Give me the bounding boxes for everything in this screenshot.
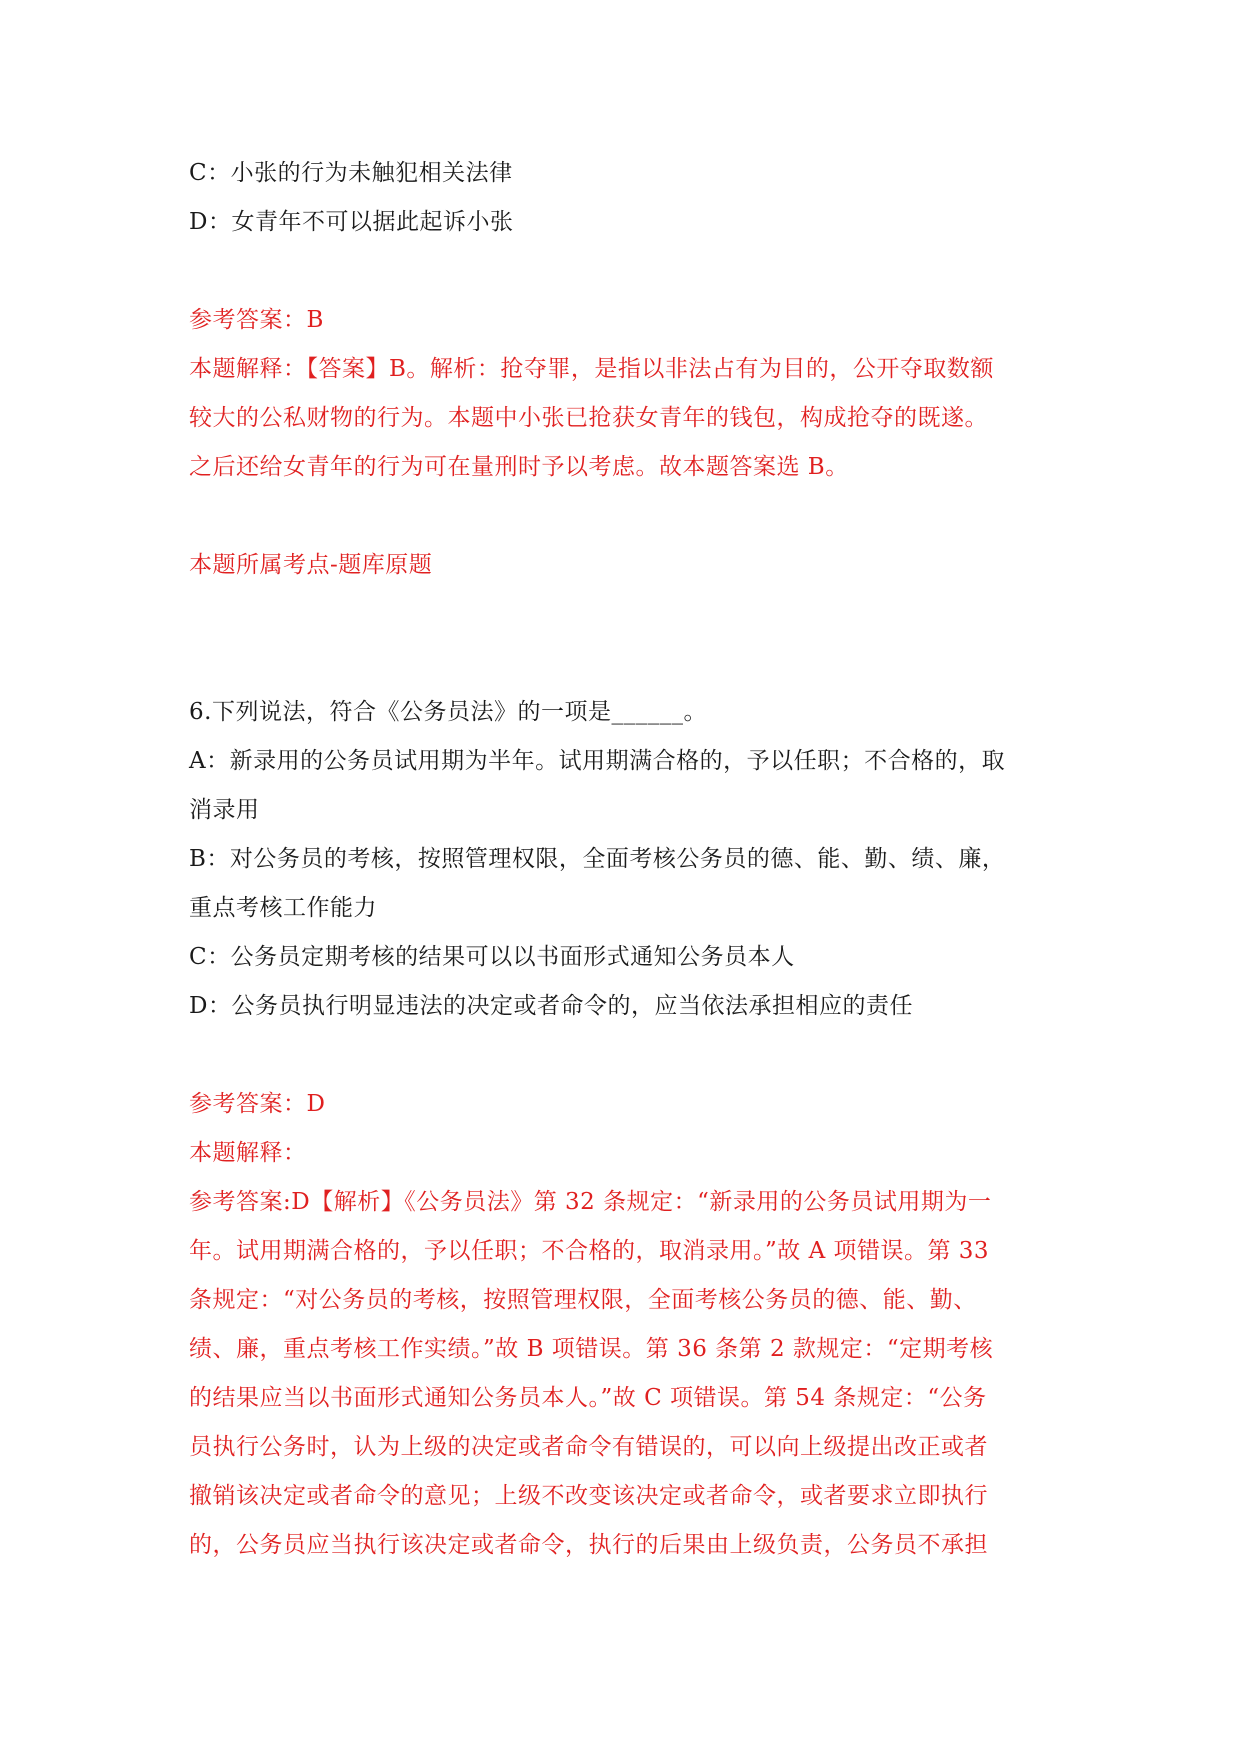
question-6-explanation-line: 员执行公务时，认为上级的决定或者命令有错误的，可以向上级提出改正或者 <box>189 1434 988 1460</box>
question-6-stem: 6.下列说法，符合《公务员法》的一项是______。 <box>189 699 707 725</box>
question-6-explanation-line: 的结果应当以书面形式通知公务员本人。”故 C 项错误。第 54 条规定：“公务 <box>189 1385 987 1411</box>
question-6-explanation-line: 年。试用期满合格的，予以任职；不合格的，取消录用。”故 A 项错误。第 33 <box>189 1238 990 1264</box>
question-6-option-line: D：公务员执行明显违法的决定或者命令的，应当依法承担相应的责任 <box>189 993 913 1019</box>
question-6-option-line: 消录用 <box>189 797 260 823</box>
question-6-explanation-label: 本题解释： <box>189 1140 307 1166</box>
question-6-answer-label: 参考答案：D <box>189 1091 326 1117</box>
question-6-option-line: 重点考核工作能力 <box>189 895 377 921</box>
question-6-explanation-line: 条规定：“对公务员的考核，按照管理权限，全面考核公务员的德、能、勤、 <box>189 1287 977 1313</box>
question-6-option-line: C：公务员定期考核的结果可以以书面形式通知公务员本人 <box>189 944 795 970</box>
question-6-option-line: A：新录用的公务员试用期为半年。试用期满合格的，予以任职；不合格的，取 <box>189 748 1006 774</box>
question-6-explanation-line: 撤销该决定或者命令的意见；上级不改变该决定或者命令，或者要求立即执行 <box>189 1483 988 1509</box>
prev-explanation-line: 较大的公私财物的行为。本题中小张已抢获女青年的钱包，构成抢夺的既遂。 <box>189 405 988 431</box>
question-6-explanation-line: 绩、廉，重点考核工作实绩。”故 B 项错误。第 36 条第 2 款规定：“定期考核 <box>189 1336 994 1362</box>
question-6-explanation-line: 的，公务员应当执行该决定或者命令，执行的后果由上级负责，公务员不承担 <box>189 1532 988 1558</box>
prev-option-c: C：小张的行为未触犯相关法律 <box>189 160 513 186</box>
prev-explanation-line: 之后还给女青年的行为可在量刑时予以考虑。故本题答案选 B。 <box>189 454 849 480</box>
prev-category: 本题所属考点-题库原题 <box>189 552 433 578</box>
question-6-option-line: B：对公务员的考核，按照管理权限，全面考核公务员的德、能、勤、绩、廉， <box>189 846 1006 872</box>
prev-answer-label: 参考答案：B <box>189 307 324 333</box>
prev-explanation-line: 本题解释：【答案】B。解析：抢夺罪，是指以非法占有为目的，公开夺取数额 <box>189 356 994 382</box>
prev-option-d: D：女青年不可以据此起诉小张 <box>189 209 514 235</box>
question-6-explanation-line: 参考答案:D【解析】《公务员法》第 32 条规定：“新录用的公务员试用期为一 <box>189 1189 992 1215</box>
